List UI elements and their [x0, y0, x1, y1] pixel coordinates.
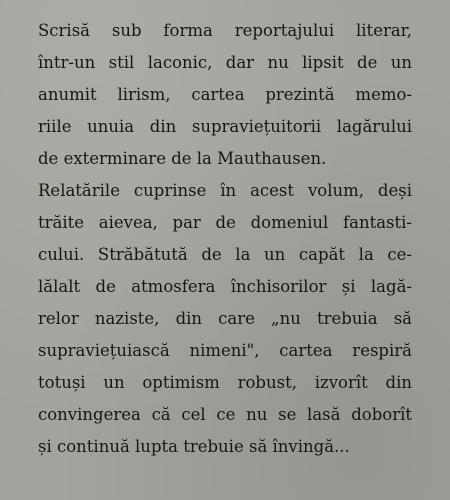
paragraph-2	[38, 175, 412, 463]
text-line: și continuă lupta trebuie să învingă...	[38, 437, 350, 456]
text-line: trăite aievea, par de domeniul fantasti-	[38, 213, 412, 232]
text-line: convingerea că cel ce nu se lasă doborît	[38, 405, 412, 424]
text-line: riile unuia din supraviețuitorii lagărului	[38, 117, 412, 136]
text-line: totuși un optimism robust, izvorît din	[38, 373, 412, 392]
text-line: anumit lirism, cartea prezintă memo-	[38, 85, 412, 104]
text-line: relor naziste, din care „nu trebuia să	[38, 309, 412, 328]
text-line: supraviețuiască nimeni", cartea respiră	[38, 341, 412, 360]
text-line: Relatările cuprinse în acest volum, deși	[38, 181, 412, 200]
text-line: Scrisă sub forma reportajului literar,	[38, 21, 412, 40]
text-line: de exterminare de la Mauthausen.	[38, 149, 327, 168]
text-line: cului. Străbătută de la un capăt la ce-	[38, 245, 412, 264]
blurb-text	[38, 15, 412, 463]
text-line: lălalt de atmosfera închisorilor și lagă-	[38, 277, 412, 296]
paragraph-1	[38, 15, 412, 175]
text-line: într-un stil laconic, dar nu lipsit de un	[38, 53, 412, 72]
